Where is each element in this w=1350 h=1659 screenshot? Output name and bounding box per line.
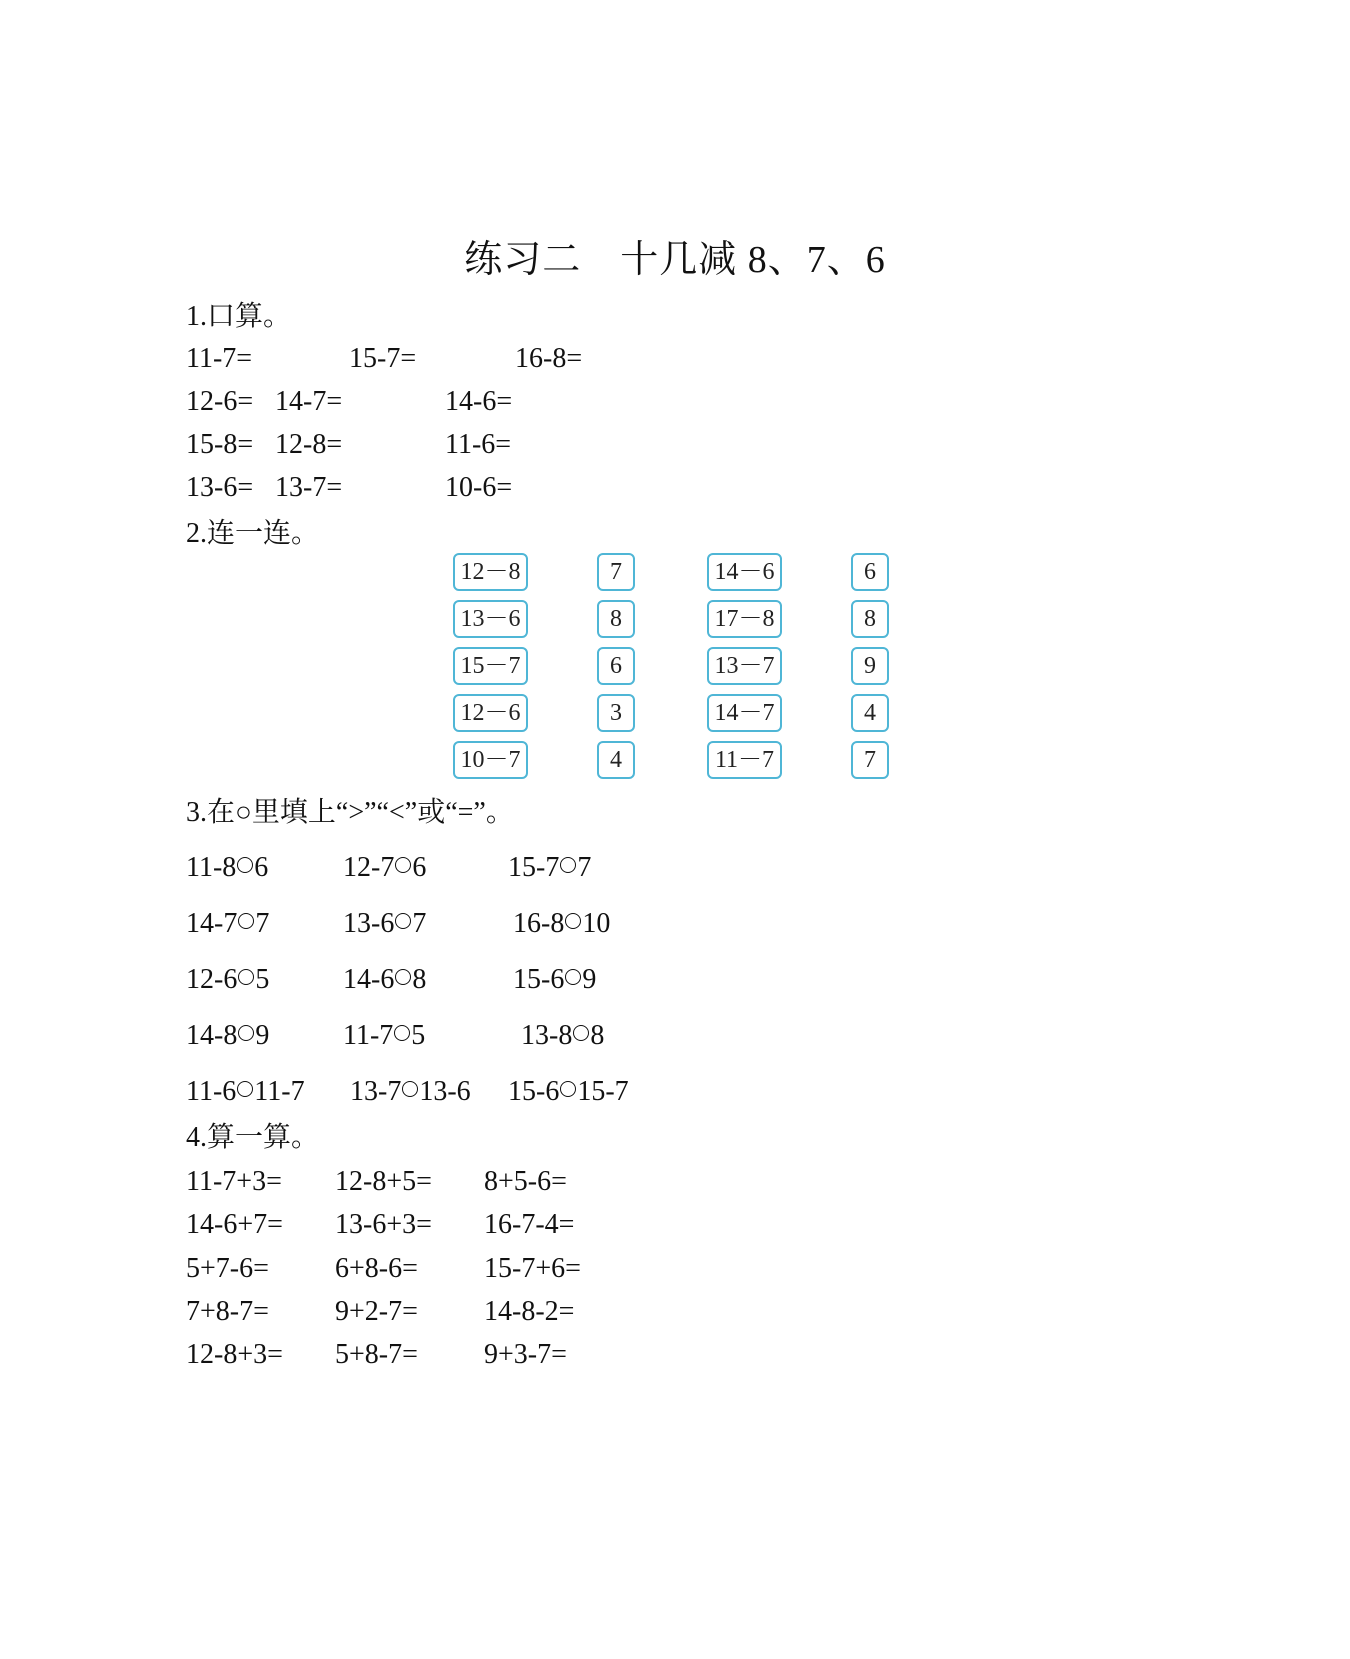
oral-item: 14-7= xyxy=(275,386,343,417)
calc-item: 16-7-4= xyxy=(484,1209,575,1240)
match-answer-box[interactable]: 7 xyxy=(851,741,889,779)
compare-left: 16-8 xyxy=(513,908,565,939)
oral-item: 10-6= xyxy=(445,472,513,503)
match-answer-box[interactable]: 6 xyxy=(597,647,635,685)
match-answer-box[interactable]: 9 xyxy=(851,647,889,685)
answer-circle[interactable] xyxy=(238,1025,254,1041)
section-compare-heading: 3.在○里填上“>”“<”或“=”。 xyxy=(186,797,514,828)
compare-item xyxy=(343,1019,425,1053)
compare-right: 7 xyxy=(577,852,592,883)
section-match-heading: 2.连一连。 xyxy=(186,518,320,549)
compare-right: 8 xyxy=(412,964,427,995)
match-expression-box[interactable]: 11－7 xyxy=(707,741,782,779)
match-expression-box[interactable]: 14－7 xyxy=(707,694,782,732)
compare-item xyxy=(186,1075,305,1109)
compare-left: 12-7 xyxy=(343,852,395,883)
compare-item xyxy=(508,851,591,885)
match-expression-box[interactable]: 17－8 xyxy=(707,600,782,638)
match-expression-box[interactable]: 13－7 xyxy=(707,647,782,685)
compare-left: 13-6 xyxy=(343,908,395,939)
compare-right: 6 xyxy=(254,852,269,883)
compare-right: 7 xyxy=(412,908,427,939)
compare-right: 10 xyxy=(582,908,611,939)
compare-left: 12-6 xyxy=(186,964,238,995)
page-title: 练习二 十几减 8、7、6 xyxy=(464,239,886,281)
compare-left: 14-7 xyxy=(186,908,238,939)
match-expression-box[interactable]: 15－7 xyxy=(453,647,528,685)
oral-item: 12-6= xyxy=(186,386,254,417)
compare-item xyxy=(186,907,269,941)
answer-circle[interactable] xyxy=(395,913,411,929)
compare-left: 11-8 xyxy=(186,852,237,883)
calc-item: 11-7+3= xyxy=(186,1166,282,1197)
compare-left: 13-7 xyxy=(350,1076,402,1107)
answer-circle[interactable] xyxy=(402,1081,418,1097)
compare-right: 5 xyxy=(411,1020,426,1051)
answer-circle[interactable] xyxy=(573,1025,589,1041)
answer-circle[interactable] xyxy=(565,913,581,929)
compare-left: 11-7 xyxy=(343,1020,394,1051)
answer-circle[interactable] xyxy=(238,913,254,929)
oral-item: 16-8= xyxy=(515,343,583,374)
oral-item: 13-6= xyxy=(186,472,254,503)
compare-right: 5 xyxy=(255,964,270,995)
compare-item xyxy=(521,1019,604,1053)
calc-item: 13-6+3= xyxy=(335,1209,432,1240)
calc-item: 5+7-6= xyxy=(186,1253,269,1284)
match-answer-box[interactable]: 6 xyxy=(851,553,889,591)
section-calc-heading: 4.算一算。 xyxy=(186,1122,320,1153)
compare-item xyxy=(350,1075,471,1109)
compare-item xyxy=(186,1019,269,1053)
oral-item: 12-8= xyxy=(275,429,343,460)
compare-right: 15-7 xyxy=(577,1076,629,1107)
answer-circle[interactable] xyxy=(560,1081,576,1097)
compare-item xyxy=(186,851,268,885)
calc-item: 14-6+7= xyxy=(186,1209,283,1240)
match-expression-box[interactable]: 12－8 xyxy=(453,553,528,591)
compare-right: 9 xyxy=(255,1020,270,1051)
compare-item xyxy=(343,851,426,885)
match-expression-box[interactable]: 12－6 xyxy=(453,694,528,732)
compare-right: 11-7 xyxy=(254,1076,305,1107)
match-answer-box[interactable]: 8 xyxy=(597,600,635,638)
compare-item xyxy=(508,1075,629,1109)
answer-circle[interactable] xyxy=(560,857,576,873)
answer-circle[interactable] xyxy=(237,857,253,873)
compare-left: 15-6 xyxy=(513,964,565,995)
match-answer-box[interactable]: 4 xyxy=(851,694,889,732)
calc-item: 14-8-2= xyxy=(484,1296,575,1327)
oral-item: 15-7= xyxy=(349,343,417,374)
compare-left: 14-8 xyxy=(186,1020,238,1051)
calc-item: 9+2-7= xyxy=(335,1296,418,1327)
compare-right: 13-6 xyxy=(419,1076,471,1107)
match-expression-box[interactable]: 13－6 xyxy=(453,600,528,638)
oral-item: 11-7= xyxy=(186,343,253,374)
compare-right: 7 xyxy=(255,908,270,939)
compare-left: 15-6 xyxy=(508,1076,560,1107)
oral-item: 11-6= xyxy=(445,429,512,460)
calc-item: 5+8-7= xyxy=(335,1339,418,1370)
compare-item xyxy=(343,907,426,941)
compare-item xyxy=(513,907,610,941)
calc-item: 8+5-6= xyxy=(484,1166,567,1197)
oral-item: 13-7= xyxy=(275,472,343,503)
answer-circle[interactable] xyxy=(395,857,411,873)
calc-item: 7+8-7= xyxy=(186,1296,269,1327)
compare-right: 9 xyxy=(582,964,597,995)
answer-circle[interactable] xyxy=(238,969,254,985)
match-answer-box[interactable]: 3 xyxy=(597,694,635,732)
compare-item xyxy=(186,963,269,997)
section-oral-heading: 1.口算。 xyxy=(186,301,292,332)
compare-left: 14-6 xyxy=(343,964,395,995)
calc-item: 12-8+3= xyxy=(186,1339,283,1370)
compare-right: 8 xyxy=(590,1020,605,1051)
oral-item: 15-8= xyxy=(186,429,254,460)
match-expression-box[interactable]: 10－7 xyxy=(453,741,528,779)
answer-circle[interactable] xyxy=(395,969,411,985)
compare-item xyxy=(343,963,426,997)
answer-circle[interactable] xyxy=(237,1081,253,1097)
match-answer-box[interactable]: 8 xyxy=(851,600,889,638)
match-expression-box[interactable]: 14－6 xyxy=(707,553,782,591)
calc-item: 15-7+6= xyxy=(484,1253,581,1284)
answer-circle[interactable] xyxy=(394,1025,410,1041)
calc-item: 6+8-6= xyxy=(335,1253,418,1284)
compare-left: 13-8 xyxy=(521,1020,573,1051)
oral-item: 14-6= xyxy=(445,386,513,417)
compare-right: 6 xyxy=(412,852,427,883)
compare-left: 15-7 xyxy=(508,852,560,883)
calc-item: 9+3-7= xyxy=(484,1339,567,1370)
calc-item: 12-8+5= xyxy=(335,1166,432,1197)
compare-left: 11-6 xyxy=(186,1076,237,1107)
compare-item xyxy=(513,963,596,997)
match-answer-box[interactable]: 4 xyxy=(597,741,635,779)
answer-circle[interactable] xyxy=(565,969,581,985)
match-answer-box[interactable]: 7 xyxy=(597,553,635,591)
